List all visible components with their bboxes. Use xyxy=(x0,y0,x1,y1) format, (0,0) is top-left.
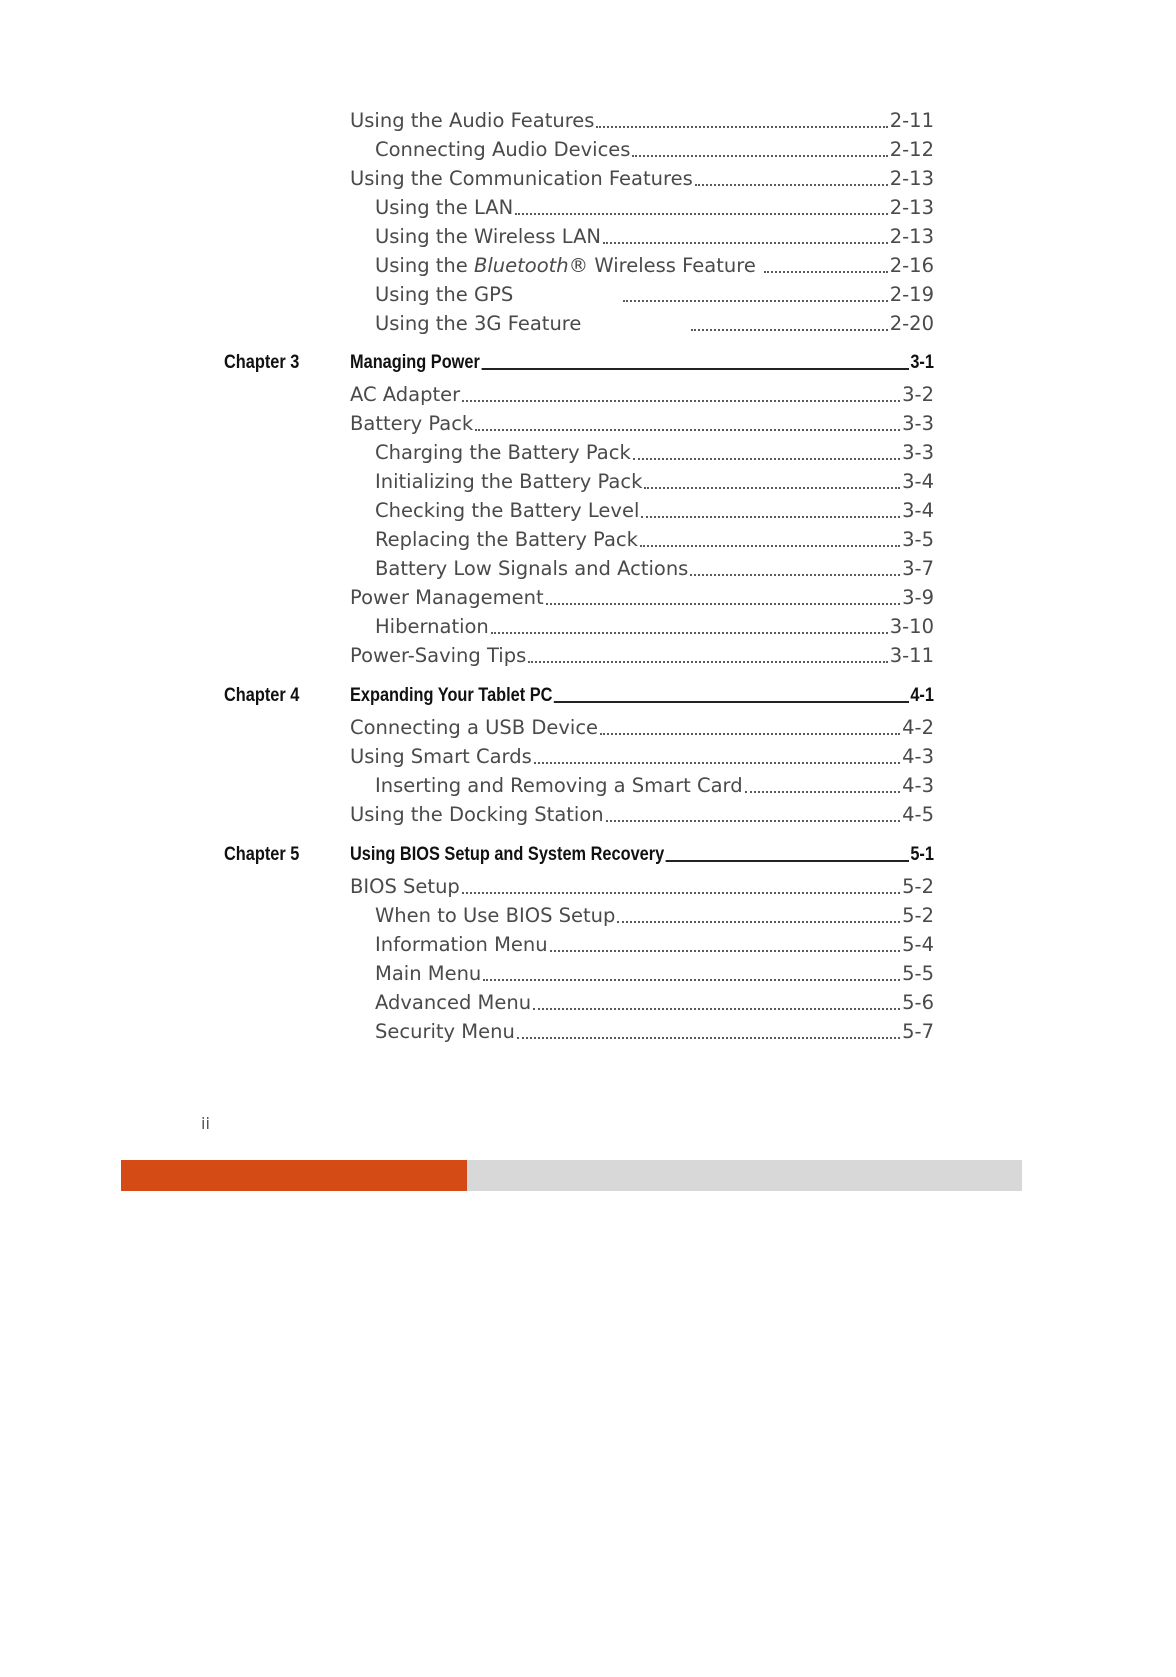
toc-entry[interactable] xyxy=(375,961,934,987)
footer-base-bar xyxy=(467,1160,1022,1191)
toc-entry-page: 4-2 xyxy=(902,716,934,739)
toc-entry[interactable] xyxy=(375,195,934,221)
toc-entry-page: 4-3 xyxy=(902,774,934,797)
toc-entry[interactable] xyxy=(375,614,934,640)
toc-entry[interactable] xyxy=(375,224,934,250)
toc-entry[interactable] xyxy=(375,440,934,466)
toc-entry-page: 2-13 xyxy=(889,196,934,219)
title-italic-part: Bluetooth® xyxy=(474,254,589,277)
dot-leader xyxy=(691,329,887,331)
solid-leader xyxy=(666,860,909,862)
toc-entry-title: Power-Saving Tips xyxy=(350,644,527,667)
dot-leader xyxy=(528,661,888,663)
toc-entry[interactable] xyxy=(375,903,934,929)
chapter-label: Chapter 4 xyxy=(224,685,300,706)
dot-leader xyxy=(745,791,901,793)
toc-entry[interactable] xyxy=(375,253,934,279)
toc-entry[interactable] xyxy=(375,311,934,337)
toc-entry[interactable] xyxy=(375,498,934,524)
dot-leader xyxy=(596,126,887,128)
toc-entry-page: 3-3 xyxy=(902,412,934,435)
dot-leader xyxy=(695,184,888,186)
toc-entry-title: Using the Communication Features xyxy=(350,167,693,190)
toc-entry-page: 2-20 xyxy=(889,312,934,335)
toc-entry[interactable] xyxy=(350,585,934,611)
toc-entry[interactable] xyxy=(350,874,934,900)
toc-entry-page: 3-9 xyxy=(902,586,934,609)
toc-entry-title: Using the LAN xyxy=(375,196,514,219)
toc-entry-title: Using the Wireless LAN xyxy=(375,225,602,248)
toc-entry-title: Connecting a USB Device xyxy=(350,716,599,739)
toc-entry-title: Using Smart Cards xyxy=(350,745,532,768)
toc-entry[interactable] xyxy=(350,744,934,770)
toc-entry-title xyxy=(375,253,756,279)
title-part: Using the xyxy=(375,254,474,277)
footer-accent-bar xyxy=(121,1160,467,1191)
toc-entry-title: Main Menu xyxy=(375,962,482,985)
toc-entry[interactable] xyxy=(375,527,934,553)
dot-leader xyxy=(633,458,900,460)
toc-entry-title: Hibernation xyxy=(375,615,489,638)
solid-leader xyxy=(554,701,908,703)
toc-entry-page: 4-3 xyxy=(902,745,934,768)
chapter-page: 5-1 xyxy=(910,844,934,865)
dot-leader xyxy=(603,242,888,244)
toc-entry[interactable] xyxy=(350,802,934,828)
toc-entry-title: Security Menu xyxy=(375,1020,515,1043)
page-number: ii xyxy=(201,1114,210,1133)
toc-entry-title: Charging the Battery Pack xyxy=(375,441,631,464)
toc-entry-page: 3-2 xyxy=(902,383,934,406)
toc-entry-page: 3-5 xyxy=(902,528,934,551)
toc-entry-page: 4-5 xyxy=(902,803,934,826)
dot-leader xyxy=(644,487,900,489)
chapter-title: Expanding Your Tablet PC xyxy=(350,685,553,706)
dot-leader xyxy=(623,300,888,302)
toc-entry-page: 2-13 xyxy=(889,167,934,190)
toc-entry[interactable] xyxy=(375,990,934,1016)
toc-entry-page: 2-16 xyxy=(889,254,934,277)
toc-entry-title: Power Management xyxy=(350,586,544,609)
chapter-label: Chapter 5 xyxy=(224,844,300,865)
dot-leader xyxy=(600,733,900,735)
title-part: Wireless Feature xyxy=(588,254,756,277)
chapter-label: Chapter 3 xyxy=(224,352,300,373)
dot-leader xyxy=(764,271,888,273)
chapter-page: 4-1 xyxy=(910,685,934,706)
dot-leader xyxy=(533,1008,900,1010)
toc-entry[interactable] xyxy=(350,715,934,741)
dot-leader xyxy=(534,762,900,764)
chapter-page: 3-1 xyxy=(910,352,934,373)
toc-entry-title: When to Use BIOS Setup xyxy=(375,904,616,927)
dot-leader xyxy=(462,892,900,894)
toc-entry[interactable] xyxy=(375,556,934,582)
dot-leader xyxy=(517,1037,900,1039)
dot-leader xyxy=(475,429,900,431)
toc-entry-title: Replacing the Battery Pack xyxy=(375,528,638,551)
toc-entry[interactable] xyxy=(375,932,934,958)
toc-entry-page: 3-7 xyxy=(902,557,934,580)
toc-entry-page: 5-5 xyxy=(902,962,934,985)
chapter-heading[interactable] xyxy=(350,683,934,709)
toc-entry-title: Initializing the Battery Pack xyxy=(375,470,643,493)
toc-entry[interactable] xyxy=(350,643,934,669)
solid-leader xyxy=(482,368,909,370)
toc-entry-title: Using the Docking Station xyxy=(350,803,604,826)
toc-entry[interactable] xyxy=(375,1019,934,1045)
toc-entry-title: Information Menu xyxy=(375,933,548,956)
dot-leader xyxy=(632,155,887,157)
dot-leader xyxy=(491,632,888,634)
toc-entry-title: BIOS Setup xyxy=(350,875,460,898)
toc-entry-page: 2-11 xyxy=(889,109,934,132)
toc-entry[interactable] xyxy=(375,469,934,495)
toc-entry-page: 3-4 xyxy=(902,499,934,522)
toc-entry-page: 3-11 xyxy=(889,644,934,667)
toc-entry-page: 5-6 xyxy=(902,991,934,1014)
toc-entry[interactable] xyxy=(375,773,934,799)
toc-entry-title: Advanced Menu xyxy=(375,991,532,1014)
dot-leader xyxy=(640,545,900,547)
toc-entry-title: Inserting and Removing a Smart Card xyxy=(375,774,743,797)
dot-leader xyxy=(641,516,900,518)
toc-entry-title: Battery Low Signals and Actions xyxy=(375,557,689,580)
toc-entry[interactable] xyxy=(350,382,934,408)
toc-entry[interactable] xyxy=(350,166,934,192)
toc-entry[interactable] xyxy=(350,108,934,134)
dot-leader xyxy=(515,213,888,215)
toc-entry-page: 5-2 xyxy=(902,875,934,898)
toc-entry-page: 2-19 xyxy=(889,283,934,306)
dot-leader xyxy=(546,603,901,605)
dot-leader xyxy=(617,921,900,923)
toc-entry-page: 3-10 xyxy=(889,615,934,638)
toc-entry[interactable] xyxy=(350,411,934,437)
toc-entry-page: 5-2 xyxy=(902,904,934,927)
chapter-title: Managing Power xyxy=(350,352,480,373)
chapter-heading[interactable] xyxy=(350,842,934,868)
toc-entry-title: Battery Pack xyxy=(350,412,474,435)
chapter-heading[interactable] xyxy=(350,350,934,376)
toc-entry[interactable] xyxy=(375,282,934,308)
chapter-title: Using BIOS Setup and System Recovery xyxy=(350,844,665,865)
dot-leader xyxy=(462,400,900,402)
toc-entry-page: 2-13 xyxy=(889,225,934,248)
toc-entry-page: 5-4 xyxy=(902,933,934,956)
toc-entry-title: Connecting Audio Devices xyxy=(375,138,631,161)
toc-entry-page: 5-7 xyxy=(902,1020,934,1043)
dot-leader xyxy=(690,574,900,576)
toc-entry-title: Using the GPS xyxy=(375,283,514,306)
toc-entry-title: Checking the Battery Level xyxy=(375,499,640,522)
toc-entry[interactable] xyxy=(375,137,934,163)
toc-entry-title: Using the 3G Feature xyxy=(375,312,582,335)
dot-leader xyxy=(550,950,901,952)
toc-entry-page: 3-4 xyxy=(902,470,934,493)
toc-entry-page: 3-3 xyxy=(902,441,934,464)
toc-entry-page: 2-12 xyxy=(889,138,934,161)
dot-leader xyxy=(606,820,901,822)
toc-entry-title: Using the Audio Features xyxy=(350,109,595,132)
toc-entry-title: AC Adapter xyxy=(350,383,461,406)
dot-leader xyxy=(483,979,900,981)
